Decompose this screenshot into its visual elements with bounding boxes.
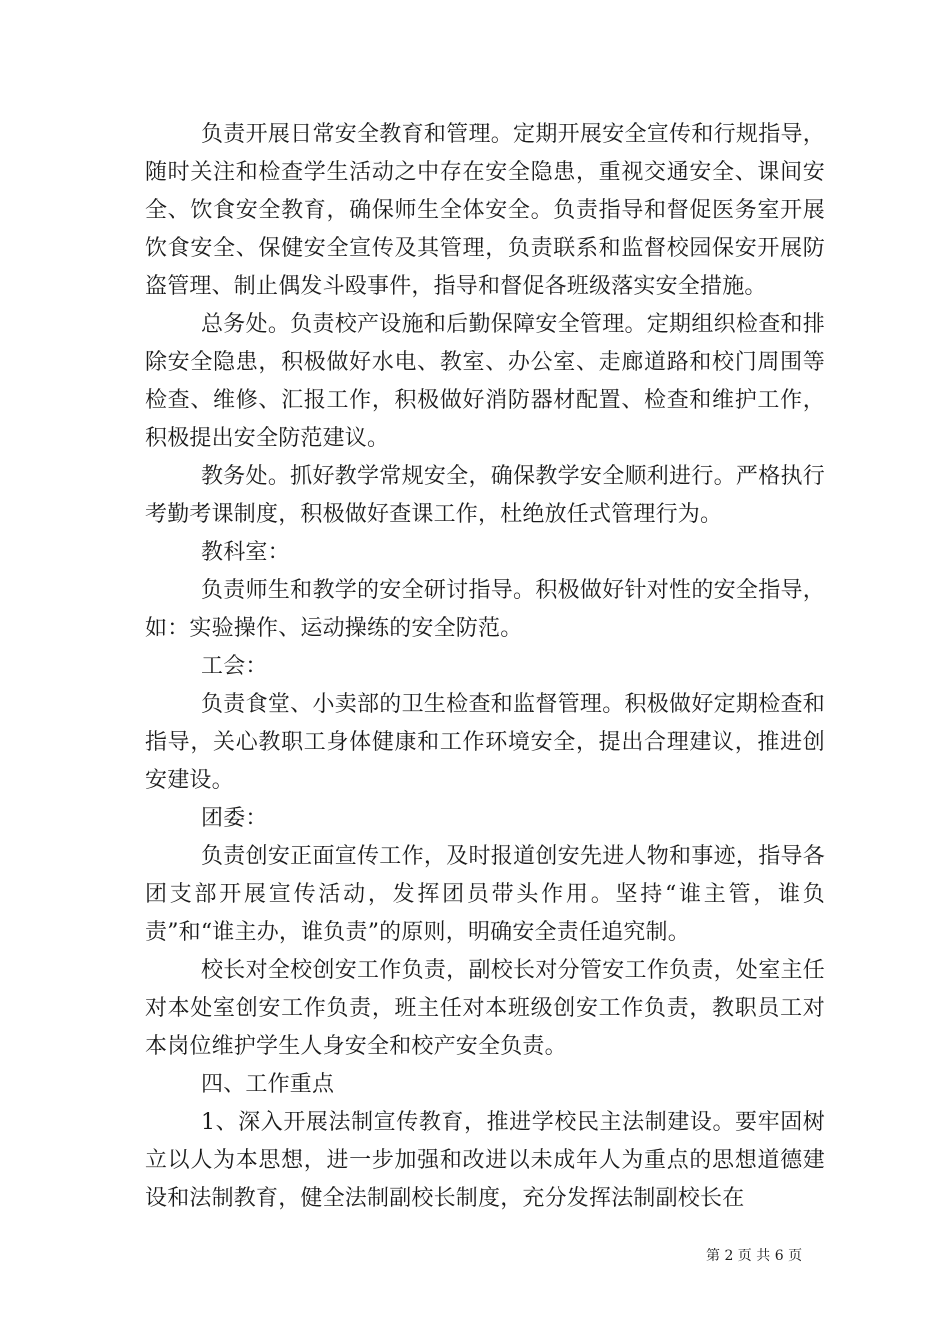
paragraph-union: 负责食堂、小卖部的卫生检查和监督管理。积极做好定期检查和指导，关心教职工身体健康和工作环境安全，提出合理建议，推进创安建设。 [145,692,825,793]
paragraph-responsibility: 校长对全校创安工作负责，副校长对分管安工作负责，处室主任对本处室创安工作负责，班主任对本班级创安工作负责，教职员工对本岗位维护学生人身安全和校产安全负责。 [145,958,825,1059]
paragraph-student-affairs: 负责开展日常安全教育和管理。定期开展安全宣传和行规指导，随时关注和检查学生活动之中存在安全隐患，重视交通安全、课间安全、饮食安全教育，确保师生全体安全。负责指导和督促医务室开展饮食安全、保健安全宣传及其管理，负责联系和监督校园保安开展防盗管理、制止偶发斗殴事件，指导和督促各班级落实安全措施。 [145,122,825,299]
heading-union: 工会： [201,654,268,679]
paragraph-research-office: 负责师生和教学的安全研讨指导。积极做好针对性的安全指导，如：实验操作、运动操练的安全防范。 [145,578,825,641]
paragraph-academic-affairs: 教务处。抓好教学常规安全，确保教学安全顺利进行。严格执行考勤考课制度，积极做好查课工作，杜绝放任式管理行为。 [145,464,825,527]
page-number: 第 2 页 共 6 页 [706,1248,803,1264]
paragraph-youth-league: 负责创安正面宣传工作，及时报道创安先进人物和事迹，指导各团支部开展宣传活动，发挥团员带头作用。坚持“谁主管，谁负责”和“谁主办，谁负责”的原则，明确安全责任追究制。 [145,844,825,945]
document-body [145,116,825,1218]
heading-research-office: 教科室： [201,540,290,565]
paragraph-general-affairs: 总务处。负责校产设施和后勤保障安全管理。定期组织检查和排除安全隐患，积极做好水电、教室、办公室、走廊道路和校门周围等检查、维修、汇报工作，积极做好消防器材配置、检查和维护工作，积极提出安全防范建议。 [145,312,825,451]
heading-youth-league: 团委： [201,806,268,831]
paragraph-legal-education: 1、深入开展法制宣传教育，推进学校民主法制建设。要牢固树立以人为本思想，进一步加强和改进以未成年人为重点的思想道德建设和法制教育，健全法制副校长制度，充分发挥法制副校长在 [145,1110,825,1211]
section-heading-work-focus: 四、工作重点 [201,1072,335,1097]
